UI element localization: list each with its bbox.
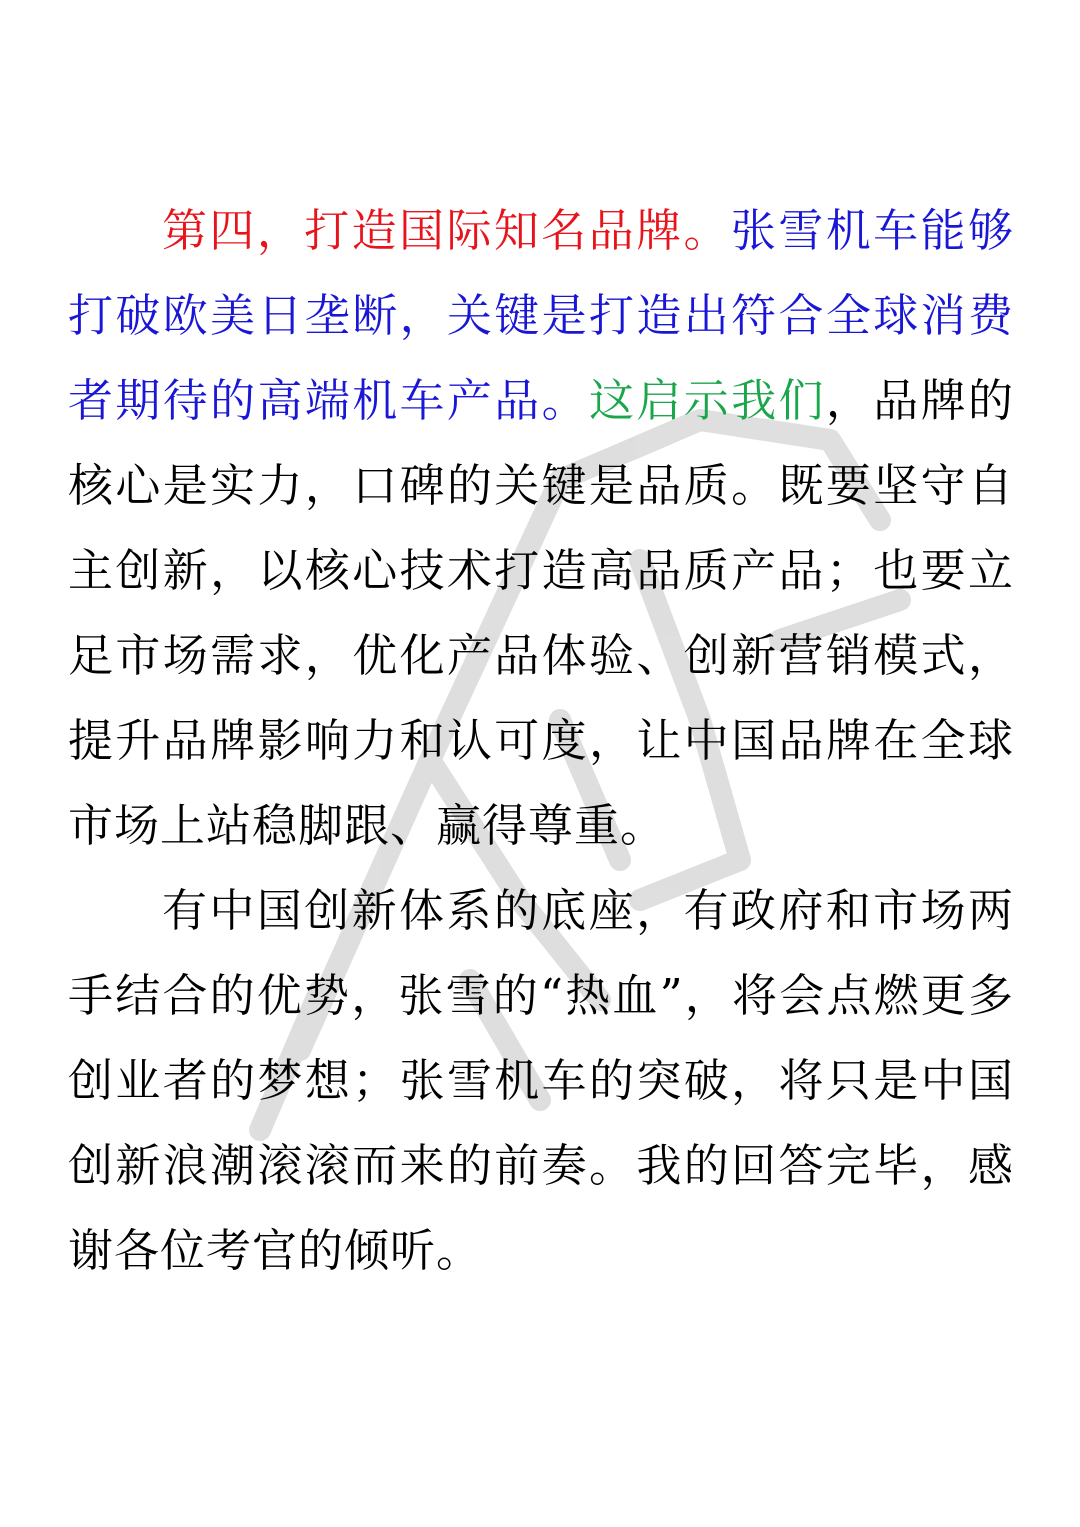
paragraph-brand-strategy bbox=[68, 188, 1014, 868]
case-example: 张雪机车能够打破欧美日垄断，关键是打造出符合全球消费者期待的高端机车产品。 bbox=[68, 204, 1014, 427]
paragraph-conclusion bbox=[68, 868, 1014, 1293]
insight-body: ，品牌的核心是实力，口碑的关键是品质。既要坚守自主创新，以核心技术打造高品质产品；也要立足市场需求，优化产品体验、创新营销模式，提升品牌影响力和认可度，让中国品牌在全球市场上站稳脚跟、赢得尊重。 bbox=[68, 374, 1014, 852]
insight-lead: 这启示我们 bbox=[589, 374, 826, 427]
point-heading: 第四，打造国际知名品牌。 bbox=[162, 204, 731, 257]
conclusion-text: 有中国创新体系的底座，有政府和市场两手结合的优势，张雪的“热血”，将会点燃更多创业者的梦想；张雪机车的突破，将只是中国创新浪潮滚滚而来的前奏。我的回答完毕，感谢各位考官的倾听。 bbox=[68, 884, 1014, 1277]
